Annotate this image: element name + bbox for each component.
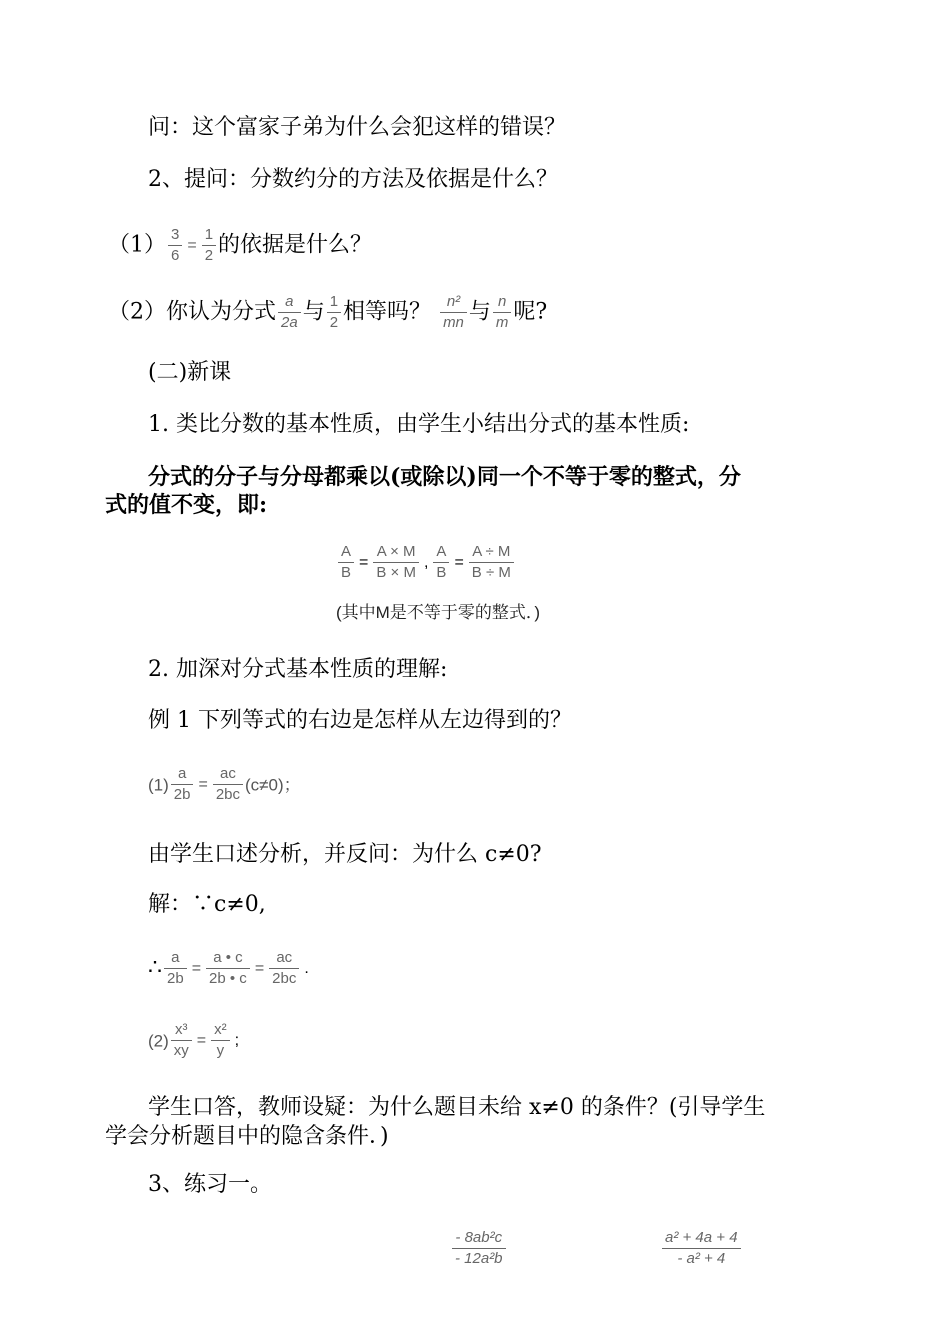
fraction-3-6: $\frac{3}{6}$ xyxy=(168,225,182,266)
question-2-2: （2）你认为分式 $\frac{a}{2a}$ 与 $\frac{1}{2}$ 相等吗？ $\frac{\text{n²}}{mn}$ 与 $\frac{n}{m}$ 呢? xyxy=(108,293,548,331)
fraction-a-2b-s: $\frac{a}{2b}$ xyxy=(164,948,187,989)
analogy-line: 1. 类比分数的基本性质，由学生小结出分式的基本性质: xyxy=(148,412,690,437)
fraction-ac-2bc-s: $\frac{ac}{2bc}$ xyxy=(269,948,299,989)
fraction-a-2a: $\frac{a}{2a}$ xyxy=(278,292,301,333)
teacher-line-2: 学会分析题目中的隐含条件．) xyxy=(105,1124,389,1149)
fraction-ac-dot: $\frac{a • c}{2b • c}$ xyxy=(206,948,250,989)
solution-line: 解：∵c≠0, xyxy=(148,892,266,917)
property-line-2: 式的值不变，即: xyxy=(105,492,268,518)
property-note: (其中M是不等于零的整式．) xyxy=(336,603,540,622)
fraction-8ab2c-12a2b: $\frac{\text{- 8ab²c}}{\text{- 12a²b}}$ xyxy=(452,1228,506,1269)
solution-derivation: ∴ $\frac{a}{2b}$ = $\frac{a • c}{2b • c}$ = $\frac{ac}{2bc}$ . xyxy=(148,949,309,987)
example-2-formula: (2) $\frac{\text{x³}}{xy}$ = $\frac{\text{x²}}{y}$ ; xyxy=(148,1021,240,1059)
oral-analysis-line: 由学生口述分析，并反问：为什么 c≠0? xyxy=(148,842,542,867)
example-1-formula: (1) $\frac{a}{2b}$ = $\frac{ac}{2bc}$ (c≠0)； xyxy=(148,765,301,803)
fraction-n2-mn: $\frac{\text{n²}}{mn}$ xyxy=(440,292,467,333)
fraction-1-2: $\frac{1}{2}$ xyxy=(202,225,216,266)
fraction-ac-2bc: $\frac{ac}{2bc}$ xyxy=(213,764,243,805)
fraction-1-2b: $\frac{1}{2}$ xyxy=(327,292,341,333)
fraction-n-m: $\frac{n}{m}$ xyxy=(493,292,512,333)
section-new-lesson: (二)新课 xyxy=(148,360,232,385)
question-mistake: 问：这个富家子弟为什么会犯这样的错误？ xyxy=(148,115,567,140)
fraction-x3-xy: $\frac{\text{x³}}{xy}$ xyxy=(171,1020,192,1061)
property-line-1: 分式的分子与分母都乘以(或除以)同一个不等于零的整式，分 xyxy=(148,464,741,490)
fraction-quadratic: $\frac{\text{a² + 4a + 4}}{\text{- a² + 4}}$ xyxy=(662,1228,741,1269)
question-2-1: （1） $\frac{3}{6}$ = $\frac{1}{2}$ 的依据是什么？ xyxy=(108,226,373,264)
fraction-x2-y: $\frac{\text{x²}}{y}$ xyxy=(211,1020,230,1061)
practice-fraction-1 xyxy=(450,1228,508,1269)
question-2: 2、提问：分数约分的方法及依据是什么？ xyxy=(148,167,558,192)
fraction-A-B: $\frac{A}{B}$ xyxy=(338,542,354,583)
fraction-AdM-BdM: $\frac{A \div M}{B \div M}$ xyxy=(469,542,514,583)
fraction-AxM-BxM: $\frac{A \times M}{B \times M}$ xyxy=(373,542,419,583)
practice-heading: 3、练习一。 xyxy=(148,1172,272,1197)
fraction-a-2b: $\frac{a}{2b}$ xyxy=(171,764,194,805)
practice-fraction-2 xyxy=(660,1228,743,1269)
deepen-line: 2. 加深对分式基本性质的理解: xyxy=(148,657,448,682)
example-1: 例 1 下列等式的右边是怎样从左边得到的？ xyxy=(148,708,572,733)
teacher-line-1: 学生口答，教师设疑：为什么题目未给 x≠0 的条件？(引导学生 xyxy=(148,1095,766,1120)
property-formula: $\frac{A}{B}$ = $\frac{A \times M}{B \times M}$ , $\frac{A}{B}$ = $\frac{A \div M}{B \div M}$ xyxy=(336,542,516,583)
fraction-A-B-2: $\frac{A}{B}$ xyxy=(433,542,449,583)
